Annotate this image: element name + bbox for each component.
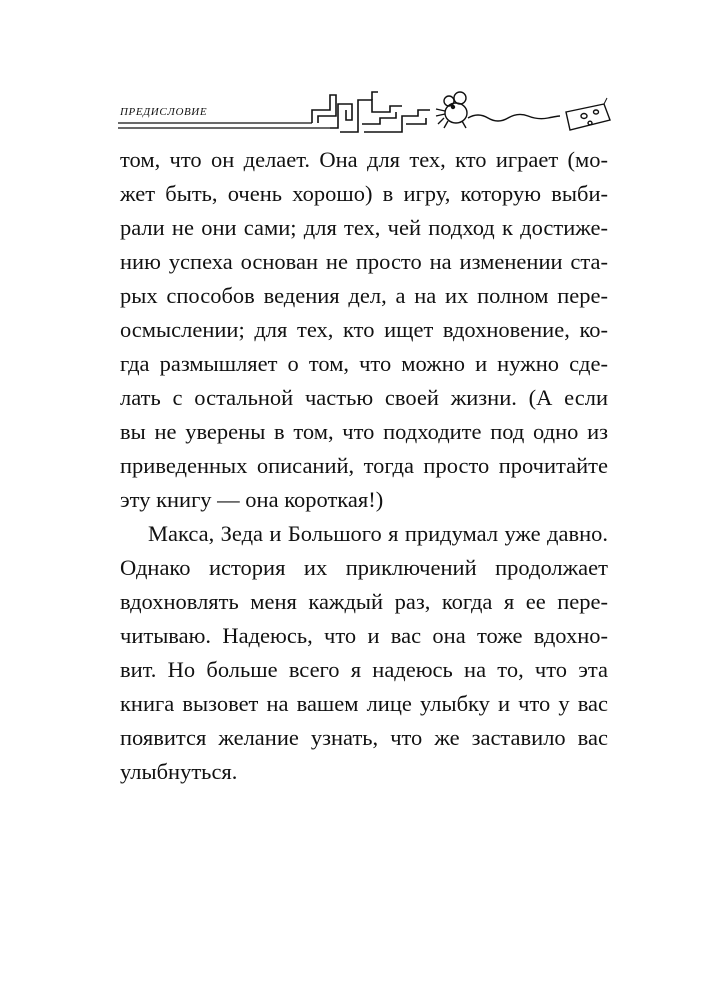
text-line: рали не они сами; для тех, чей подход к достиже- [120,215,608,240]
mouse-icon [436,92,467,128]
cheese-icon [566,98,610,130]
text-line: жет быть, очень хорошо) в игру, которую выби- [120,181,608,206]
text-line: вит. Но больше всего я надеюсь на то, что эта [120,657,608,682]
body-text [120,143,608,789]
text-line: гда размышляет о том, что можно и нужно сде- [120,351,608,376]
text-line: книга вызовет на вашем лице улыбку и что у вас [120,691,608,716]
text-line: Макса, Зеда и Большого я придумал уже давно. [148,521,608,546]
text-line: нию успеха основан не просто на изменении ста- [120,249,608,274]
text-line: эту книгу — она короткая!) [120,487,384,512]
text-line: появится желание узнать, что же заставило вас [120,725,608,750]
text-line: лать с остальной частью своей жизни. (А если [120,385,608,410]
text-line: Однако история их приключений продолжает [120,555,608,580]
text-line: осмыслении; для тех, кто ищет вдохновение, ко- [120,317,608,342]
text-line: вдохновлять меня каждый раз, когда я ее пере- [120,589,608,614]
text-line: вы не уверены в том, что подходите под одно из [120,419,608,444]
running-title: ПРЕДИСЛОВИЕ [120,106,208,118]
maze-icon [312,92,430,132]
text-line: рых способов ведения дел, а на их полном пере- [120,283,608,308]
text-line: том, что он делает. Она для тех, кто играет (мо- [120,147,608,172]
header-ornament [0,0,726,160]
text-line: приведенных описаний, тогда просто прочитайте [120,453,608,478]
mouse-tail-icon [468,114,560,121]
text-line: улыбнуться. [120,759,238,784]
paragraph-1 [120,143,608,517]
paragraph-2 [120,517,608,789]
text-line: читываю. Надеюсь, что и вас она тоже вдохно- [120,623,608,648]
